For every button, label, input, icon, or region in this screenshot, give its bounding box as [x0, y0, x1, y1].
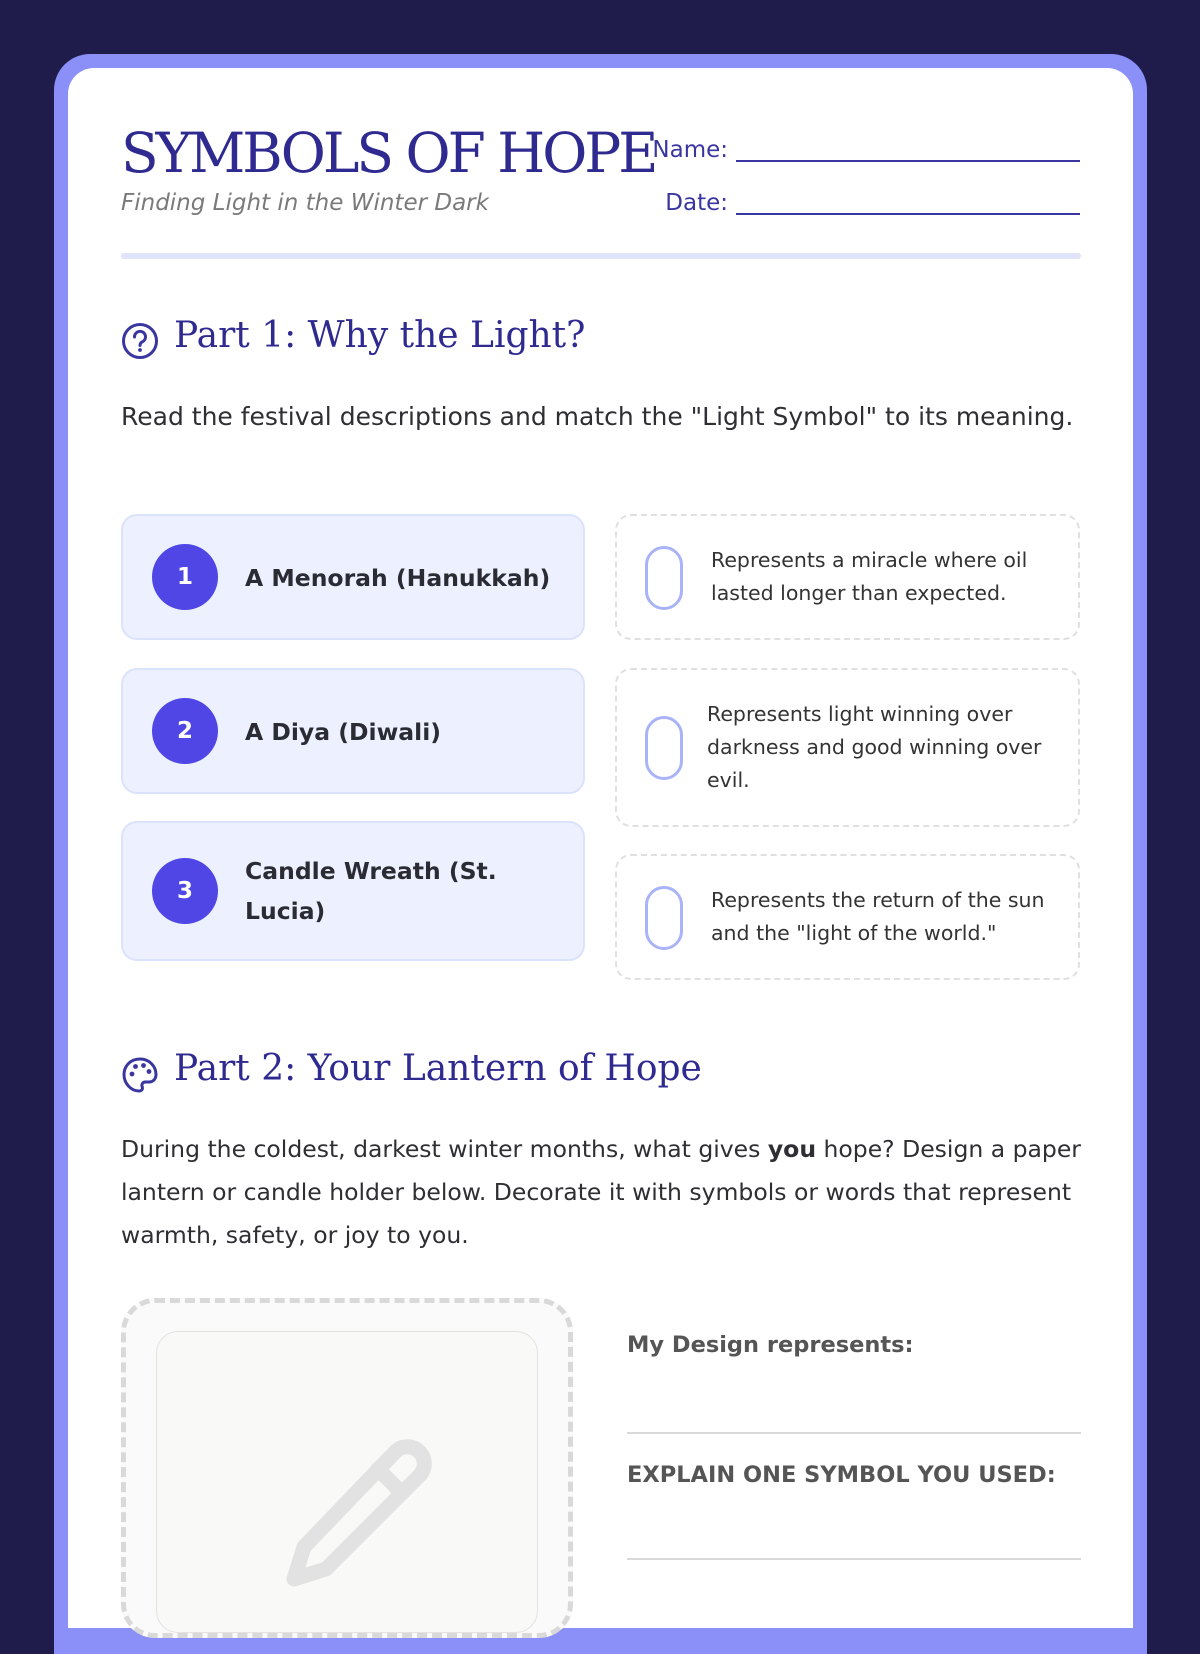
meaning-card-2: [615, 668, 1080, 827]
symbol-card-2: [121, 668, 585, 794]
meaning-text: Represents light winning over darkness and good winning over evil.: [707, 702, 1042, 792]
meaning-text: Represents a miracle where oil lasted longer than expected.: [711, 548, 1028, 605]
part1-title: Part 1: Why the Light?: [174, 315, 586, 356]
symbol-label: A Diya (Diwali): [245, 718, 442, 746]
instructions-text: During the coldest, darkest winter months, what gives: [121, 1135, 768, 1163]
meaning-card-1: [615, 514, 1080, 640]
symbol-label: A Menorah (Hanukkah): [245, 564, 551, 592]
answer-box[interactable]: [645, 716, 683, 780]
part2-instructions: [121, 1128, 1081, 1257]
number-badge: 2: [152, 698, 218, 764]
question-circle-icon: [121, 322, 159, 360]
name-field[interactable]: [736, 160, 1080, 162]
part2-title: Part 2: Your Lantern of Hope: [174, 1048, 702, 1089]
symbol-label: Candle Wreath (St. Lucia): [245, 857, 497, 925]
explain-symbol-line[interactable]: [627, 1558, 1081, 1560]
header-divider: [121, 253, 1081, 259]
answer-box[interactable]: [645, 546, 683, 610]
explain-symbol-label: EXPLAIN ONE SYMBOL YOU USED:: [627, 1462, 1056, 1488]
pencil-icon: [266, 1433, 446, 1613]
date-label: Date:: [665, 190, 728, 216]
instructions-text: hope? Design a paper lantern or candle holder below. Decorate it with symbols or words that represent warmth, safety, or joy to you.: [121, 1135, 1081, 1249]
design-represents-line[interactable]: [627, 1432, 1081, 1434]
symbol-card-3: [121, 821, 585, 961]
worksheet-subtitle: Finding Light in the Winter Dark: [121, 190, 489, 216]
part1-instructions: Read the festival descriptions and match the "Light Symbol" to its meaning.: [121, 402, 1074, 431]
palette-icon: [121, 1056, 159, 1094]
lantern-drawing-area[interactable]: [121, 1298, 573, 1638]
instructions-emphasis: you: [767, 1135, 817, 1163]
date-field[interactable]: [736, 213, 1080, 215]
name-label: Name:: [652, 137, 728, 163]
symbol-card-1: [121, 514, 585, 640]
answer-box[interactable]: [645, 886, 683, 950]
number-badge: 1: [152, 544, 218, 610]
meaning-card-3: [615, 854, 1080, 980]
design-represents-label: My Design represents:: [627, 1332, 914, 1358]
worksheet-title: SYMBOLS OF HOPE: [121, 121, 656, 185]
meaning-text: Represents the return of the sun and the "light of the world.": [711, 888, 1045, 945]
number-badge: 3: [152, 858, 218, 924]
